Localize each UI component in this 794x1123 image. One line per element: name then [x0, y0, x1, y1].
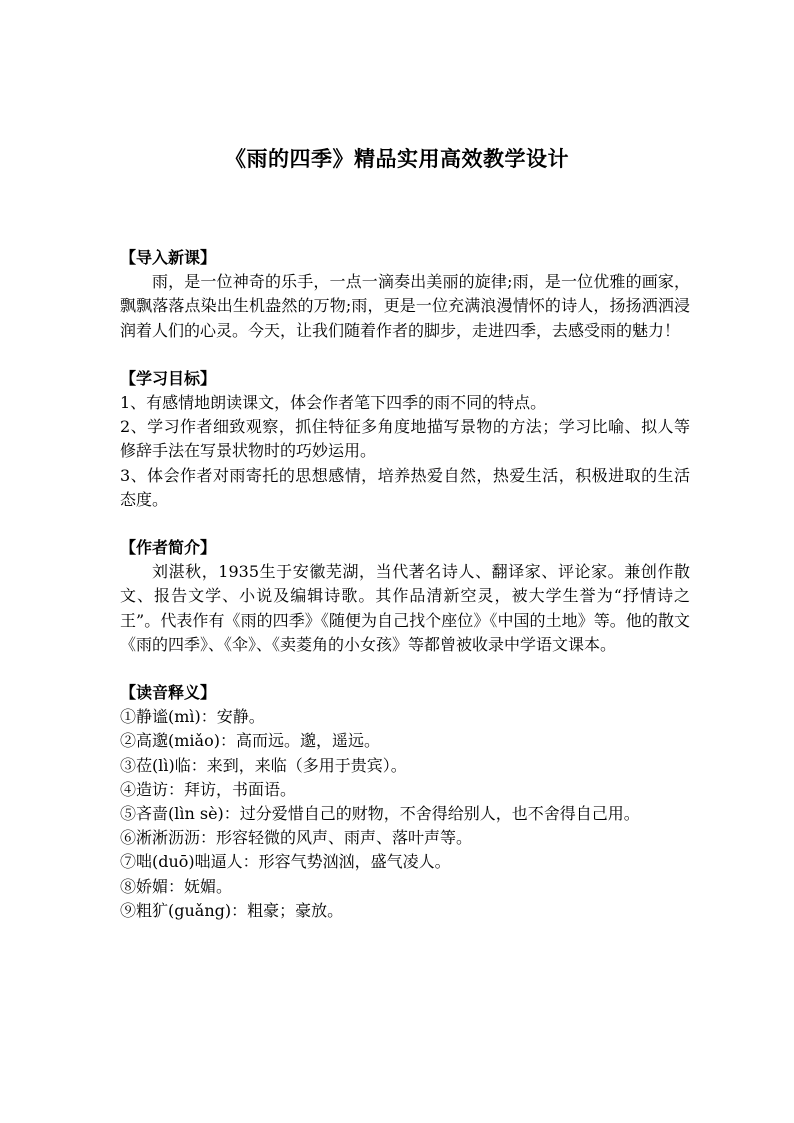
list-item: ①静谧(mì)：安静。: [120, 707, 265, 727]
section-heading: 【作者简介】: [120, 538, 217, 558]
section-heading: 【导入新课】: [120, 248, 217, 267]
section-author: [120, 536, 690, 657]
list-item: ②高邈(miǎo)：高而远。邈，遥远。: [120, 731, 380, 751]
section-objectives: [120, 367, 690, 512]
list-item: ⑧娇媚：妩媚。: [120, 876, 233, 896]
section-paragraph: 雨，是一位神奇的乐手，一点一滴奏出美丽的旋律;雨，是一位优雅的画家，飘飘落落点染出生机盎然的万物;雨，更是一位充满浪漫情怀的诗人，扬扬洒洒浸润着人们的心灵。今天，让我们随着作者的脚步，走进四季，去感受雨的魅力！: [120, 272, 690, 340]
section-intro: [120, 246, 690, 343]
section-heading: 【学习目标】: [120, 368, 217, 388]
list-item: ④造访：拜访，书面语。: [120, 779, 297, 799]
section-paragraph: 刘湛秋，1935生于安徽芜湖，当代著名诗人、翻译家、评论家。兼创作散文、报告文学、小说及编辑诗歌。其作品清新空灵，被大学生誉为“抒情诗之王”。代表作有《雨的四季》《随便为自己找个座位》《中国的土地》等。他的散文《雨的四季》、《伞》、《卖菱角的小女孩》等都曾被收录中学语文课本。: [120, 562, 690, 654]
document-title: 《雨的四季》精品实用高效教学设计: [225, 146, 569, 171]
list-item: ③莅(lì)临：来到，来临（多用于贵宾）。: [120, 755, 407, 775]
list-item: 3、体会作者对雨寄托的思想感情，培养热爱自然，热爱生活，积极进取的生活态度。: [120, 465, 690, 509]
list-item: ⑤吝啬(lìn sè)：过分爱惜自己的财物，不舍得给别人，也不舍得自己用。: [120, 804, 640, 824]
section-vocabulary: [120, 681, 690, 923]
list-item: ⑥淅淅沥沥：形容轻微的风声、雨声、落叶声等。: [120, 828, 473, 848]
list-item: 1、有感情地朗读课文，体会作者笔下四季的雨不同的特点。: [120, 393, 547, 413]
list-item: 2、学习作者细致观察，抓住特征多角度地描写景物的方法；学习比喻、拟人等修辞手法在写景状物时的巧妙运用。: [120, 417, 690, 461]
list-item: ⑨粗犷(guǎng)：粗豪；豪放。: [120, 900, 344, 920]
document-body: [120, 246, 690, 947]
list-item: ⑦咄(duō)咄逼人：形容气势汹汹，盛气凌人。: [120, 852, 451, 872]
section-heading: 【读音释义】: [120, 683, 217, 703]
